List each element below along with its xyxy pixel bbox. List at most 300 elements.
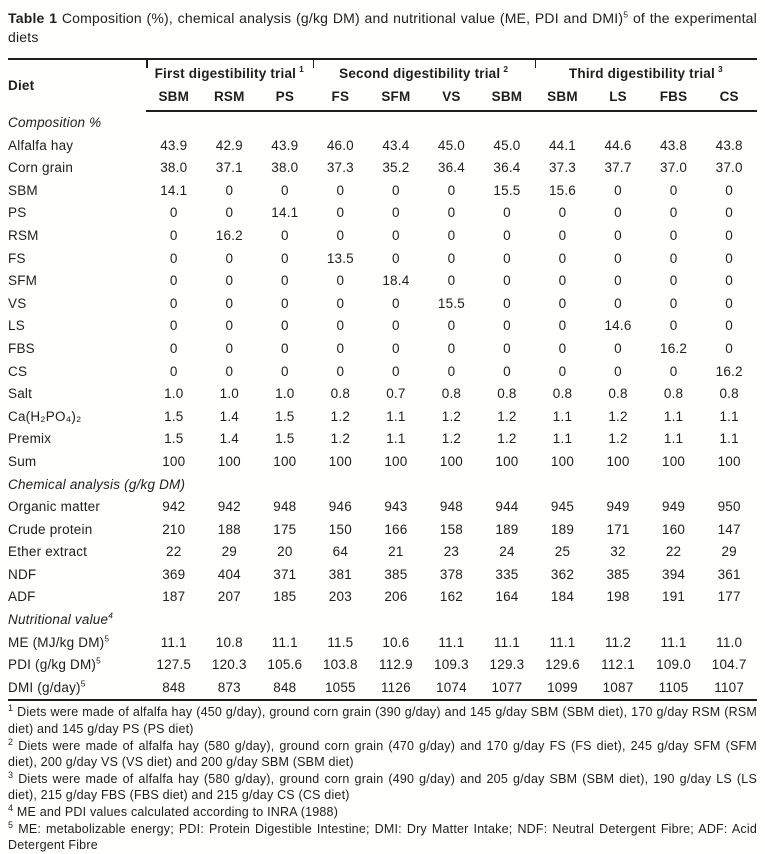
data-cell: 1.4	[219, 408, 239, 424]
data-cell: 0	[447, 273, 456, 289]
group-footnote-ref: 3	[717, 64, 723, 74]
data-cell: 105.6	[267, 657, 303, 673]
row-label: Crude protein	[8, 521, 93, 537]
data-cell: 129.3	[489, 657, 525, 673]
data-cell: 177	[717, 589, 741, 605]
data-cell: 109.3	[434, 657, 469, 673]
data-cell: 1.5	[164, 431, 184, 447]
data-cell: 11.1	[160, 634, 187, 650]
table-row	[8, 677, 757, 701]
data-cell: 0	[280, 273, 289, 289]
data-cell: 10.6	[382, 634, 410, 650]
data-cell: 0	[447, 318, 456, 334]
data-cell: 949	[661, 499, 686, 515]
data-cell: 0.8	[608, 386, 628, 402]
data-cell: 1126	[380, 679, 411, 695]
data-cell: 0	[280, 250, 289, 266]
table-row	[8, 135, 757, 158]
data-cell: 0	[225, 250, 234, 266]
data-cell: 1.0	[219, 386, 239, 402]
data-cell: 11.5	[327, 634, 354, 650]
data-cell: 100	[606, 453, 630, 469]
data-cell: 0	[725, 250, 734, 266]
data-cell: 1.1	[663, 408, 684, 424]
data-cell: 43.4	[382, 137, 410, 153]
data-cell: 23	[443, 544, 460, 560]
data-cell: 0	[447, 363, 456, 379]
data-cell: 0	[225, 273, 234, 289]
data-cell: 0	[614, 227, 622, 243]
data-cell: 44.6	[604, 137, 632, 153]
column-header: SBM	[535, 86, 591, 111]
group-footnote-ref: 2	[503, 64, 509, 74]
data-cell: 1.1	[719, 408, 739, 424]
data-cell: 0	[169, 363, 178, 379]
data-cell: 0	[225, 182, 234, 198]
table-row	[8, 654, 757, 677]
data-cell: 943	[384, 499, 408, 515]
data-cell: 0	[558, 273, 567, 289]
data-cell: 1.2	[330, 408, 351, 424]
data-cell: 162	[439, 589, 463, 605]
data-cell: 185	[273, 589, 297, 605]
data-cell: 0	[669, 227, 678, 243]
footnote-marker: 2	[8, 736, 14, 747]
data-cell: 381	[328, 566, 352, 582]
data-cell: 207	[217, 589, 241, 605]
data-cell: 203	[328, 589, 352, 605]
row-label: Salt	[8, 386, 33, 402]
group-label: First digestibility trial	[154, 65, 297, 81]
group-header-first-trial	[146, 59, 313, 86]
row-label: DMI $(g/day)^5$	[8, 678, 86, 695]
data-cell: 120.3	[211, 657, 247, 673]
data-cell: 0	[725, 273, 734, 289]
data-cell: 0	[503, 295, 511, 311]
data-cell: 0	[503, 250, 511, 266]
data-cell: 44.1	[548, 137, 577, 153]
row-label: CS	[8, 363, 28, 379]
data-cell: 1.4	[219, 431, 239, 447]
data-cell: 0	[558, 340, 567, 356]
data-cell: 1107	[714, 679, 745, 695]
data-cell: 0	[392, 340, 400, 356]
data-cell: 158	[439, 521, 463, 537]
data-cell: 0	[280, 318, 289, 334]
data-cell: 1.2	[497, 408, 517, 424]
data-cell: 873	[217, 679, 241, 695]
row-label: LS	[8, 318, 25, 334]
data-cell: 45.0	[493, 137, 521, 153]
data-cell: 100	[439, 453, 463, 469]
data-cell: 0	[558, 295, 567, 311]
table-row	[8, 496, 757, 519]
data-cell: 0	[669, 182, 678, 198]
data-cell: 11.1	[438, 634, 465, 650]
row-footnote-ref: 5	[104, 633, 110, 644]
data-cell: 0	[614, 295, 622, 311]
data-cell: 0	[669, 273, 678, 289]
data-cell: 45.0	[437, 137, 465, 153]
data-cell: 0	[614, 250, 622, 266]
data-cell: 38.0	[271, 160, 299, 176]
row-label: ADF	[8, 589, 36, 605]
data-cell: 0	[558, 363, 567, 379]
row-label: SBM	[8, 182, 38, 198]
table-body	[8, 111, 757, 700]
data-cell: 0	[447, 182, 456, 198]
data-cell: 1.1	[386, 431, 406, 447]
data-cell: 100	[162, 453, 186, 469]
data-cell: 1.0	[275, 386, 295, 402]
table-caption-sup: 5	[623, 9, 629, 20]
data-cell: 0	[169, 205, 178, 221]
data-cell: 15.6	[548, 182, 577, 198]
row-label: Ether extract	[8, 544, 88, 560]
row-label: Premix	[8, 431, 52, 447]
data-cell: 950	[717, 499, 741, 515]
data-cell: 0	[280, 295, 289, 311]
data-cell: 37.0	[715, 160, 743, 176]
data-cell: 1074	[436, 679, 467, 695]
data-cell: 0	[503, 227, 511, 243]
table-caption	[8, 9, 757, 47]
data-cell: 942	[217, 499, 241, 515]
data-cell: 0	[725, 340, 734, 356]
data-cell: 0.7	[386, 386, 406, 402]
data-cell: 37.7	[604, 160, 632, 176]
data-cell: 29	[221, 544, 237, 560]
row-label: VS	[8, 295, 27, 311]
section-header-row	[8, 609, 757, 632]
data-cell: 1.5	[164, 408, 184, 424]
table-row	[8, 451, 757, 474]
data-cell: 0	[669, 295, 678, 311]
data-cell: 1.2	[441, 408, 462, 424]
data-cell: 0	[503, 205, 511, 221]
data-cell: 0	[447, 205, 456, 221]
data-cell: 24	[499, 544, 515, 560]
data-cell: 100	[273, 453, 297, 469]
data-cell: 191	[661, 589, 686, 605]
row-label: PS	[8, 205, 27, 221]
data-cell: 42.9	[215, 137, 243, 153]
data-cell: 11.1	[271, 634, 298, 650]
data-cell: 21	[388, 544, 404, 560]
data-cell: 0	[336, 227, 345, 243]
data-cell: 0	[725, 182, 734, 198]
column-header: SBM	[479, 86, 535, 111]
data-cell: 385	[384, 566, 408, 582]
footnote-marker: 1	[8, 703, 14, 714]
table-caption-number: Table 1	[8, 10, 58, 26]
data-cell: 43.9	[271, 137, 299, 153]
data-cell: 0	[669, 363, 678, 379]
data-cell: 0	[725, 227, 734, 243]
diet-header-cell: Diet	[8, 59, 146, 111]
data-cell: 0	[225, 205, 234, 221]
group-header-second-trial	[313, 59, 535, 86]
data-cell: 0	[558, 318, 567, 334]
data-cell: 1077	[491, 679, 523, 695]
data-cell: 1.2	[441, 431, 462, 447]
data-cell: 0	[669, 250, 678, 266]
data-cell: 100	[217, 453, 241, 469]
data-cell: 0	[336, 182, 345, 198]
column-header: VS	[424, 86, 480, 111]
table-row	[8, 564, 757, 587]
column-header: LS	[590, 86, 646, 111]
data-cell: 948	[273, 499, 297, 515]
data-cell: 37.3	[548, 160, 577, 176]
data-cell: 361	[717, 566, 741, 582]
footnote-marker: 5	[8, 819, 14, 830]
data-cell: 100	[661, 453, 686, 469]
data-cell: 0	[392, 250, 400, 266]
data-cell: 10.8	[215, 634, 243, 650]
data-cell: 378	[439, 566, 463, 582]
data-cell: 14.1	[271, 205, 299, 221]
data-cell: 112.9	[379, 657, 413, 673]
table-row	[8, 270, 757, 293]
data-cell: 0	[336, 205, 345, 221]
footnote-marker: 4	[8, 802, 14, 813]
data-cell: 175	[273, 521, 297, 537]
data-cell: 37.3	[326, 160, 354, 176]
data-cell: 0	[558, 250, 567, 266]
footnote: $^4$ ME and PDI values calculated according to INRA (1988)	[8, 802, 339, 819]
table-row	[8, 406, 757, 429]
data-cell: 0	[336, 318, 345, 334]
footnote: $^5$ ME: metabolizable energy; PDI: Protein Digestible Intestine; DMI: Dry Matter Intake; NDF: Neutral Detergent Fibre; ADF: Acid Detergent Fibre	[8, 819, 757, 853]
data-cell: 0	[336, 295, 345, 311]
footnote: $^2$ Diets were made of alfalfa hay (580 g/day), ground corn grain (470 g/day) and 170 g/day FS (FS diet), 245 g/day SFM (SFM diet), 200 g/day VS (VS diet) and 200 g/day SBM (SBM diet)	[8, 736, 757, 770]
section-header: Nutritional value$^4$	[8, 610, 114, 628]
data-cell: 43.8	[660, 137, 688, 153]
data-cell: 369	[162, 566, 186, 582]
data-cell: 0	[336, 273, 345, 289]
data-cell: 0	[169, 295, 178, 311]
footnotes	[8, 701, 757, 853]
data-cell: 0	[169, 340, 178, 356]
data-cell: 1.1	[386, 408, 406, 424]
data-cell: 150	[328, 521, 352, 537]
data-cell: 404	[217, 566, 241, 582]
table-row	[8, 180, 757, 203]
data-cell: 0.8	[663, 386, 684, 402]
data-cell: 0	[392, 318, 400, 334]
table-row	[8, 541, 757, 564]
data-cell: 11.1	[493, 634, 520, 650]
row-label: NDF	[8, 566, 37, 582]
data-cell: 0	[503, 273, 511, 289]
data-cell: 0	[225, 363, 234, 379]
data-cell: 198	[606, 589, 630, 605]
data-cell: 29	[721, 544, 737, 560]
data-cell: 1.0	[164, 386, 184, 402]
table-row	[8, 338, 757, 361]
row-footnote-ref: 5	[96, 655, 101, 666]
data-cell: 0	[614, 182, 622, 198]
table-row	[8, 248, 757, 271]
data-cell: 0	[280, 340, 289, 356]
data-cell: 1.1	[552, 431, 573, 447]
data-cell: 103.8	[322, 657, 358, 673]
data-cell: 11.0	[716, 634, 743, 650]
data-cell: 25	[554, 544, 571, 560]
data-cell: 848	[162, 679, 186, 695]
data-cell: 0	[503, 363, 511, 379]
section-footnote-ref: 4	[108, 610, 114, 621]
data-cell: 37.1	[215, 160, 243, 176]
column-header: RSM	[202, 86, 258, 111]
data-cell: 0	[503, 318, 511, 334]
data-cell: 11.1	[549, 634, 576, 650]
trial-groups-row	[8, 59, 757, 86]
data-cell: 188	[217, 521, 241, 537]
data-cell: 0	[614, 363, 622, 379]
data-cell: 100	[495, 453, 519, 469]
table-row	[8, 383, 757, 406]
data-cell: 1.2	[608, 431, 628, 447]
column-header: CS	[701, 86, 757, 111]
data-cell: 335	[495, 566, 519, 582]
footnote-marker: 3	[8, 769, 14, 780]
column-header: PS	[257, 86, 313, 111]
column-header: SBM	[146, 86, 202, 111]
data-cell: 32	[610, 544, 626, 560]
data-cell: 104.7	[711, 657, 747, 673]
data-cell: 0.8	[497, 386, 517, 402]
data-cell: 35.2	[382, 160, 410, 176]
data-cell: 0	[614, 205, 622, 221]
table-caption-text: Composition (%), chemical analysis (g/kg DM) and nutritional value (ME, PDI and DMI)	[57, 10, 624, 26]
data-cell: 945	[550, 499, 575, 515]
data-cell: 43.9	[160, 137, 188, 153]
table-row	[8, 632, 757, 655]
footnote: $^1$ Diets were made of alfalfa hay (450 g/day), ground corn grain (390 g/day) and 145 g/day SBM (SBM diet), 170 g/day RSM (RSM diet) and 145 g/day PS (PS diet)	[8, 703, 757, 737]
data-cell: 0	[725, 318, 734, 334]
data-cell: 394	[661, 566, 686, 582]
table-row	[8, 202, 757, 225]
data-cell: 0	[725, 205, 734, 221]
data-cell: 164	[495, 589, 519, 605]
data-cell: 0	[169, 273, 178, 289]
data-cell: 1099	[547, 679, 578, 695]
data-cell: 0.8	[441, 386, 462, 402]
data-cell: 100	[717, 453, 741, 469]
data-cell: 100	[384, 453, 408, 469]
data-cell: 0	[558, 227, 567, 243]
data-cell: 1.2	[497, 431, 517, 447]
table-header	[8, 59, 757, 111]
data-cell: 1105	[658, 679, 689, 695]
section-header-row	[8, 474, 757, 497]
data-cell: 11.2	[604, 634, 632, 650]
data-cell: 942	[162, 499, 186, 515]
group-header-third-trial	[535, 59, 757, 86]
data-cell: 147	[717, 521, 741, 537]
data-cell: 0	[225, 340, 234, 356]
data-cell: 362	[550, 566, 575, 582]
row-label: PDI (g/kg DM)$^5$	[8, 655, 101, 673]
data-cell: 0	[336, 340, 345, 356]
data-cell: 0	[225, 318, 234, 334]
data-cell: 189	[495, 521, 519, 537]
data-cell: 0	[280, 227, 289, 243]
data-cell: 15.5	[493, 182, 521, 198]
data-cell: 0	[225, 295, 234, 311]
data-cell: 1.2	[608, 408, 628, 424]
table-row	[8, 361, 757, 384]
data-cell: 38.0	[160, 160, 188, 176]
data-cell: 129.6	[545, 657, 580, 673]
data-cell: 0	[725, 295, 734, 311]
data-cell: 848	[273, 679, 297, 695]
data-cell: 160	[661, 521, 686, 537]
data-cell: 0	[614, 273, 622, 289]
data-cell: 0.8	[552, 386, 573, 402]
table-row	[8, 225, 757, 248]
data-cell: 0	[169, 318, 178, 334]
data-cell: 210	[162, 521, 186, 537]
data-cell: 0	[503, 340, 511, 356]
row-label: Sum	[8, 453, 37, 469]
data-cell: 166	[384, 521, 408, 537]
data-cell: 184	[550, 589, 575, 605]
data-cell: 0	[392, 295, 400, 311]
data-cell: 16.2	[660, 340, 688, 356]
data-cell: 0	[336, 363, 345, 379]
data-cell: 0	[392, 182, 400, 198]
data-cell: 0	[447, 250, 456, 266]
data-cell: 15.5	[437, 295, 465, 311]
data-cell: 187	[162, 589, 186, 605]
data-cell: 0	[447, 340, 456, 356]
data-cell: 1.2	[330, 431, 351, 447]
data-cell: 0	[280, 363, 289, 379]
data-cell: 0	[392, 227, 400, 243]
data-cell: 13.5	[326, 250, 354, 266]
data-cell: 20	[277, 544, 293, 560]
data-cell: 36.4	[437, 160, 465, 176]
data-cell: 14.1	[160, 182, 188, 198]
group-label: Third digestibility trial	[568, 65, 715, 81]
data-cell: 1.5	[275, 431, 295, 447]
row-label: Corn grain	[8, 160, 74, 176]
data-cell: 1.1	[663, 431, 684, 447]
data-cell: 0	[280, 182, 289, 198]
table-row	[8, 586, 757, 609]
data-cell: 37.0	[660, 160, 688, 176]
data-cell: 11.1	[660, 634, 687, 650]
data-cell: 1.1	[552, 408, 573, 424]
table-row	[8, 157, 757, 180]
group-label: Second digestibility trial	[339, 65, 501, 81]
section-header: Composition %	[8, 115, 102, 130]
data-cell: 0	[392, 363, 400, 379]
table-caption-tail: of the experimental diets	[8, 10, 757, 45]
footnote: $^3$ Diets were made of alfalfa hay (580 g/day), ground corn grain (490 g/day) and 205 g/day SBM (SBM diet), 190 g/day LS (LS diet), 215 g/day FBS (FBS diet) and 215 g/day CS (CS diet)	[8, 769, 757, 803]
data-cell: 43.8	[715, 137, 743, 153]
column-header: SFM	[368, 86, 424, 111]
data-cell: 189	[550, 521, 575, 537]
data-cell: 0	[614, 340, 622, 356]
data-cell: 22	[665, 544, 682, 560]
data-cell: 100	[328, 453, 352, 469]
data-cell: 0	[169, 250, 178, 266]
data-cell: 949	[606, 499, 630, 515]
